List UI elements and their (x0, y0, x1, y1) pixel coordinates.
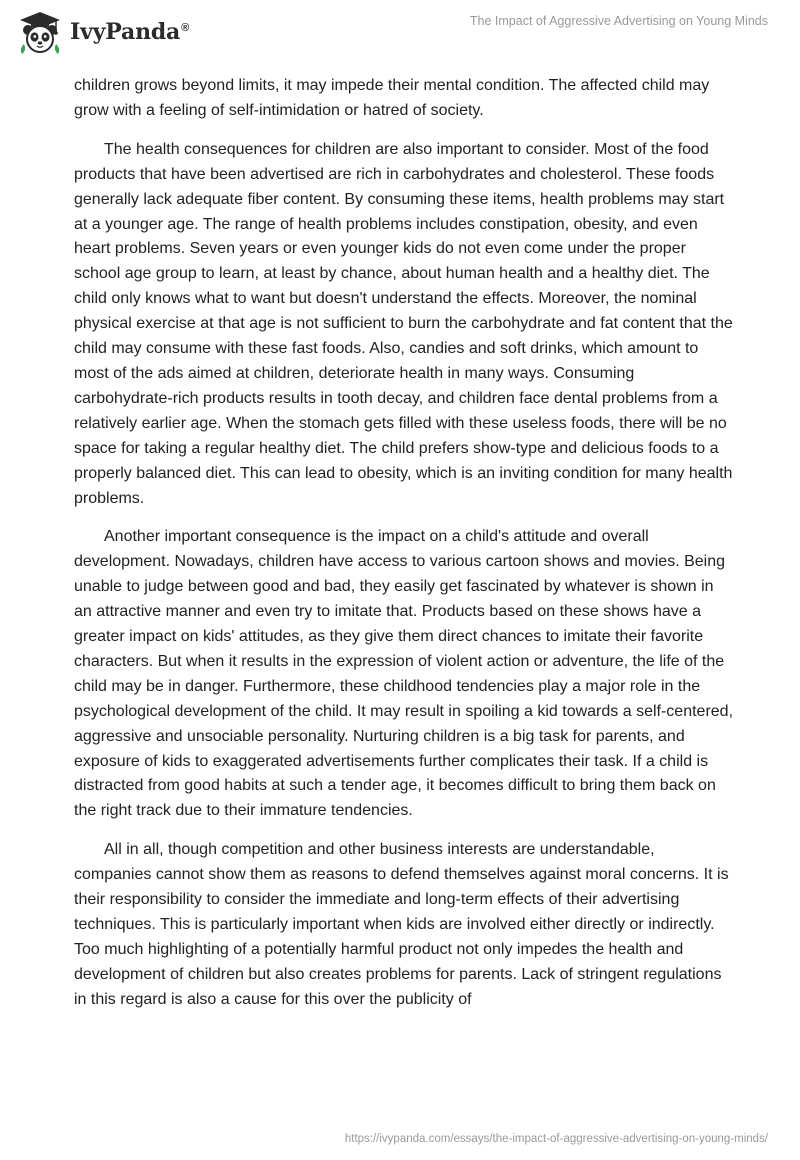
essay-body (74, 74, 734, 1027)
brand-logo[interactable] (16, 8, 189, 56)
paragraph: All in all, though competition and other business interests are understandable, companies cannot show them as reasons to defend themselves against moral concerns. It is their responsibility to consider the immediate and long-term effects of their advertising techniques. This is particularly important when kids are involved either directly or indirectly. Too much highlighting of a potentially harmful product not only impedes the health and development of children but also creates problems for parents. Lack of stringent regulations in this regard is also a cause for this over the publicity of (74, 841, 729, 1008)
page-header (0, 0, 800, 70)
paragraph: children grows beyond limits, it may impede their mental condition. The affected child may grow with a feeling of self-intimidation or hatred of society. (74, 77, 710, 119)
panda-graduate-icon (16, 8, 64, 56)
paragraph: The health consequences for children are also important to consider. Most of the food products that have been advertised are rich in carbohydrates and cholesterol. These foods generally lack adequate fiber content. By consuming these items, health problems may start at a younger age. The range of health problems includes constipation, obesity, and even heart problems. Seven years or even younger kids do not even come under the proper school age group to learn, at least by chance, about human health and a healthy diet. The child only knows what to want but doesn't understand the effects. Moreover, the nominal physical exercise at that age is not sufficient to burn the carbohydrate and fat content that the child may consume with these fast foods. Also, candies and soft drinks, which amount to most of the ads aimed at children, deteriorate health in many ways. Consuming carbohydrate-rich products results in tooth decay, and children face dental problems from a relatively earlier age. When the stomach gets filled with these useless foods, there will be no space for taking a regular healthy diet. The child prefers show-type and delicious foods to a properly balanced diet. This can lead to obesity, which is an inviting condition for many health problems. (74, 140, 733, 507)
source-url[interactable]: https://ivypanda.com/essays/the-impact-of-aggressive-advertising-on-young-minds/ (344, 1133, 768, 1145)
brand-name: IvyPanda® (70, 19, 190, 45)
document-title: The Impact of Aggressive Advertising on Young Minds (469, 14, 768, 28)
paragraph: Another important consequence is the impact on a child's attitude and overall development. Nowadays, children have access to various cartoon shows and movies. Being unable to judge between good and bad, they easily get fascinated by whatever is shown in an attractive manner and even try to imitate that. Products based on these shows have a greater impact on kids' attitudes, as they give them direct chances to imitate their favorite characters. But when it results in the expression of violent action or adventure, the life of the child may be in danger. Furthermore, these childhood tendencies play a major role in the psychological development of the child. It may result in spoiling a kid towards a self-centered, aggressive and unsociable personality. Nurturing children is a big task for parents, and exposure of kids to exaggerated advertisements further complicates their task. If a child is distracted from good habits at such a tender age, it becomes difficult to bring them back on the right track due to their immature tendencies. (74, 528, 734, 820)
